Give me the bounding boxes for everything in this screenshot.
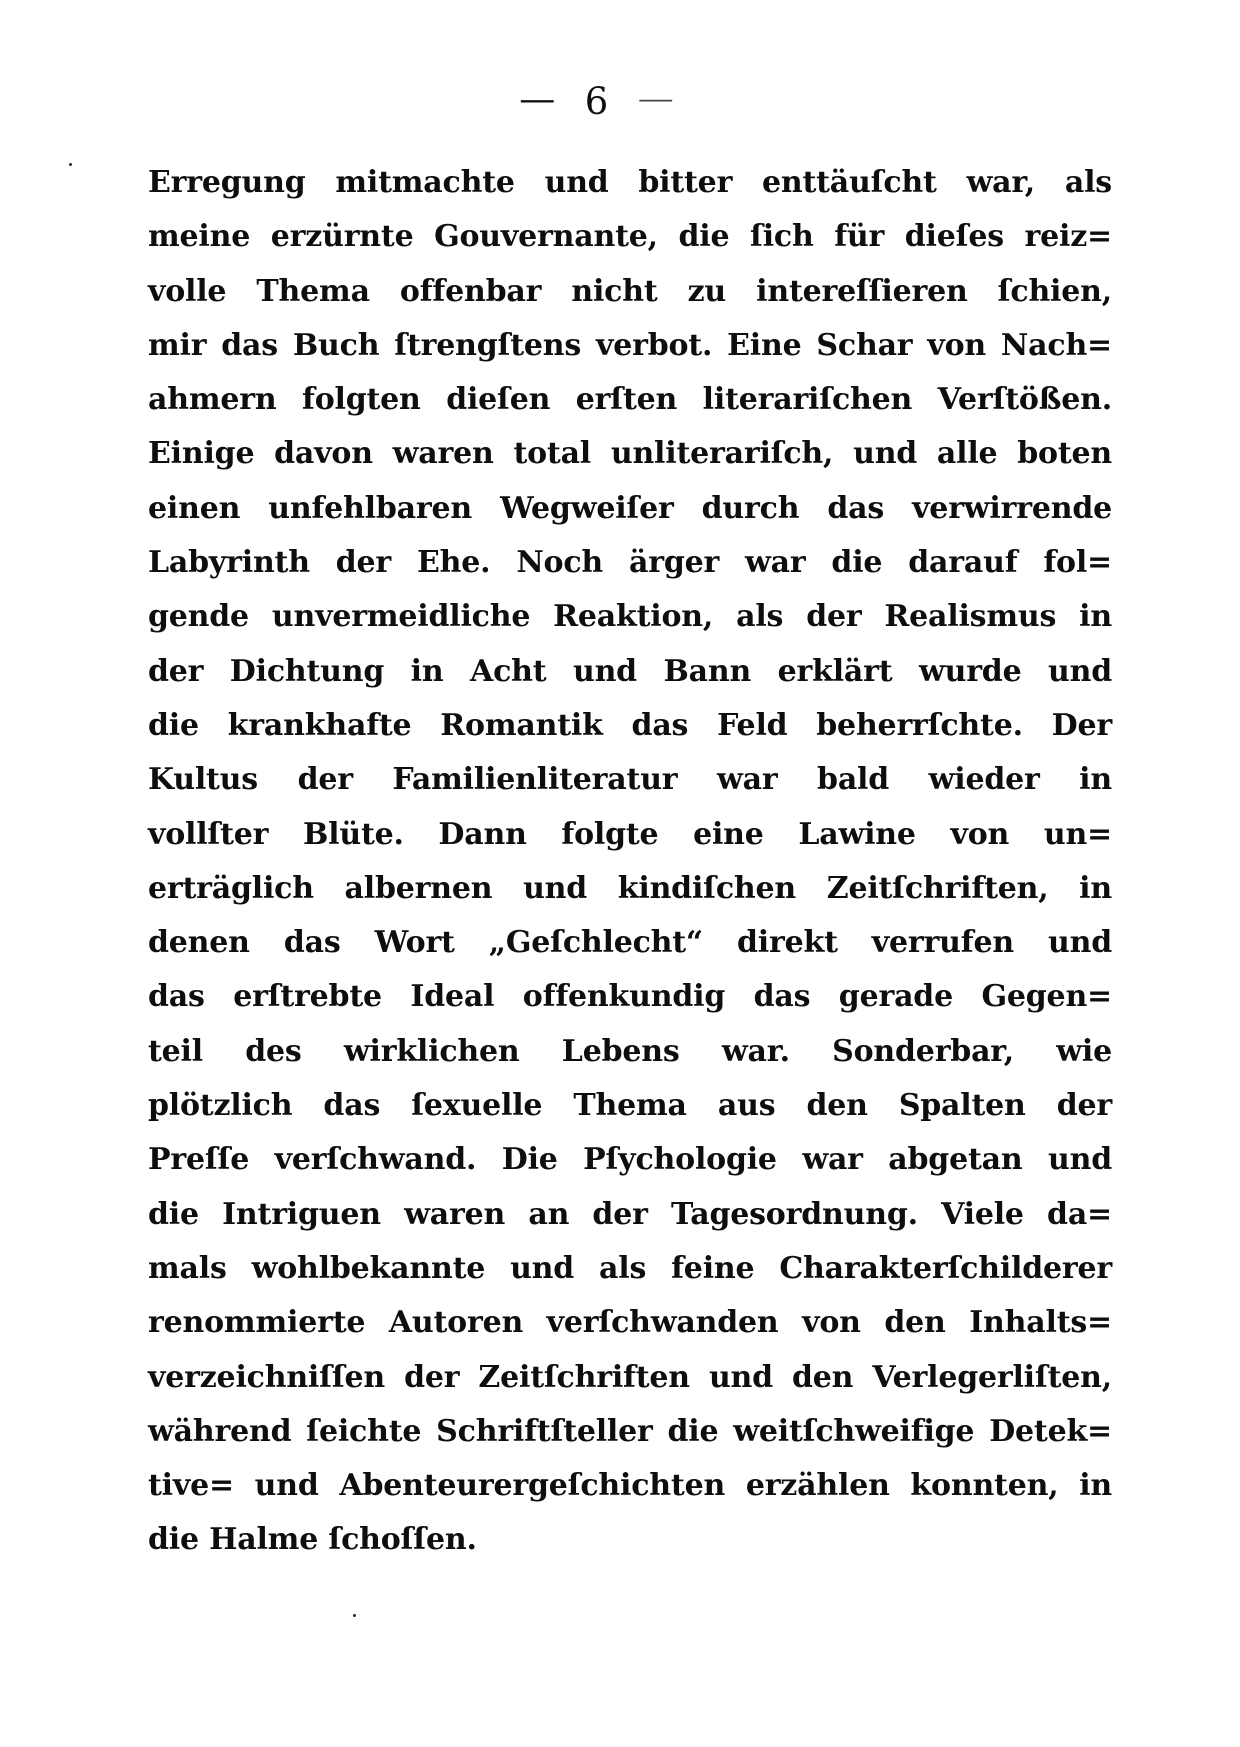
text-line: Labyrinth der Ehe. Noch ärger war die darauf fol=	[148, 545, 1112, 581]
text-line: volle Thema offenbar nicht zu intereſſieren ſchien,	[148, 273, 1112, 309]
text-line: renommierte Autoren verſchwanden von den Inhalts=	[148, 1305, 1112, 1341]
scan-speck	[69, 163, 72, 166]
text-line: plötzlich das ſexuelle Thema aus den Spalten der	[148, 1088, 1112, 1124]
text-line: meine erzürnte Gouvernante, die ſich für dieſes reiz=	[148, 219, 1112, 255]
scan-speck	[353, 1614, 356, 1617]
text-line: gende unvermeidliche Reaktion, als der Realismus in	[148, 599, 1112, 635]
text-line: die Halme ſchoſſen.	[148, 1522, 477, 1558]
header-dash-left: —	[519, 79, 557, 120]
text-line: verzeichniſſen der Zeitſchriften und den Verlegerliſten,	[148, 1359, 1112, 1395]
text-line: ahmern folgten dieſen erſten literariſchen Verſtößen.	[148, 382, 1112, 418]
text-line: tive= und Abenteurergeſchichten erzählen konnten, in	[148, 1468, 1112, 1504]
text-line: denen das Wort „Geſchlecht“ direkt verrufen und	[148, 925, 1112, 961]
text-line: mir das Buch ſtrengſtens verbot. Eine Schar von Nach=	[148, 327, 1112, 363]
text-line: mals wohlbekannte und als feine Charakterſchilderer	[148, 1250, 1112, 1286]
text-line: der Dichtung in Acht und Bann erklärt wurde und	[148, 653, 1112, 689]
page-number: 6	[584, 80, 610, 123]
running-head	[0, 80, 1194, 123]
text-line: vollſter Blüte. Dann folgte eine Lawine von un=	[148, 816, 1112, 852]
text-line: Kultus der Familienliteratur war bald wieder in	[148, 762, 1112, 798]
text-line: erträglich albernen und kindiſchen Zeitſchriften, in	[148, 870, 1112, 906]
body-text	[148, 156, 1112, 1568]
text-line: Erregung mitmachte und bitter enttäuſcht war, als	[148, 165, 1112, 200]
text-line: das erſtrebte Ideal offenkundig das gerade Gegen=	[148, 979, 1112, 1015]
text-line: einen unfehlbaren Wegweiſer durch das verwirrende	[148, 490, 1112, 526]
text-line: Preſſe verſchwand. Die Pſychologie war abgetan und	[148, 1142, 1112, 1178]
text-line: während ſeichte Schriftſteller die weitſchweifige Detek=	[148, 1413, 1112, 1449]
header-dash-right: —	[637, 84, 675, 115]
text-line: teil des wirklichen Lebens war. Sonderbar, wie	[148, 1033, 1112, 1069]
text-line: die Intriguen waren an der Tagesordnung. Viele da=	[148, 1196, 1112, 1232]
text-line: die krankhafte Romantik das Feld beherrſchte. Der	[148, 707, 1112, 743]
text-line: Einige davon waren total unliterariſch, und alle boten	[148, 436, 1112, 472]
